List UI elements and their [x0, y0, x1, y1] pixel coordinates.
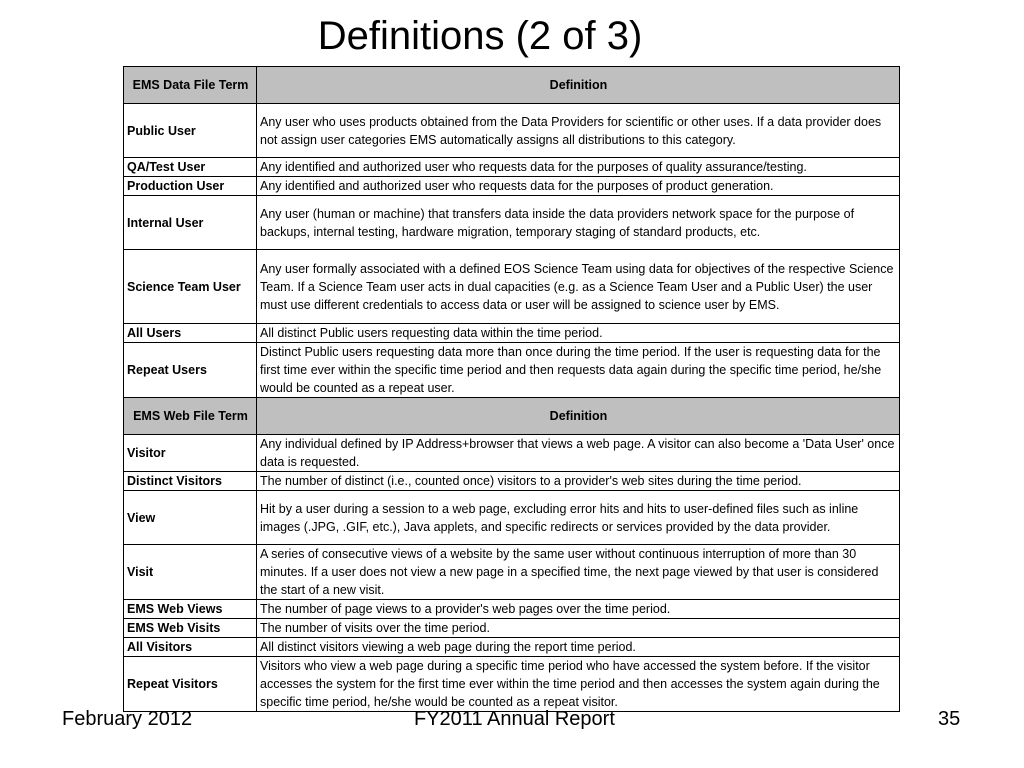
term-cell: Visitor [124, 435, 257, 472]
definitions-table [123, 66, 900, 712]
definition-cell: A series of consecutive views of a website by the same user without continuous interruption of more than 30 minutes. If a user does not view a new page in a specified time, the next page viewed by that user is considered the start of a new visit. [257, 545, 900, 600]
term-cell: QA/Test User [124, 158, 257, 177]
term-cell: Visit [124, 545, 257, 600]
definition-cell: Any identified and authorized user who requests data for the purposes of product generation. [257, 177, 900, 196]
definition-cell: All distinct visitors viewing a web page during the report time period. [257, 638, 900, 657]
table-row [124, 435, 900, 472]
table-row [124, 250, 900, 324]
header-definition: Definition [257, 398, 900, 435]
term-cell: Science Team User [124, 250, 257, 324]
table-row [124, 196, 900, 250]
definition-cell: The number of page views to a provider's web pages over the time period. [257, 600, 900, 619]
term-cell: Internal User [124, 196, 257, 250]
table-row [124, 600, 900, 619]
definition-cell: Any identified and authorized user who requests data for the purposes of quality assurance/testing. [257, 158, 900, 177]
table-row [124, 619, 900, 638]
definition-cell: All distinct Public users requesting data within the time period. [257, 324, 900, 343]
definition-cell: The number of visits over the time period. [257, 619, 900, 638]
term-cell: View [124, 491, 257, 545]
definition-cell: Any user formally associated with a defined EOS Science Team using data for objectives of the respective Science Team. If a Science Team user acts in dual capacities (e.g. as a Science Team User and a Public User) the user must use different credentials to access data or user will be assigned to science user by EMS. [257, 250, 900, 324]
table-row [124, 491, 900, 545]
slide-title: Definitions (2 of 3) [317, 14, 643, 58]
definition-cell: Distinct Public users requesting data more than once during the time period. If the user is requesting data for the first time ever within the specific time period and then requests data again during the specific time period, he/she would be counted as a repeat user. [257, 343, 900, 398]
definition-cell: Any individual defined by IP Address+browser that views a web page. A visitor can also become a 'Data User' once data is requested. [257, 435, 900, 472]
term-cell: EMS Web Visits [124, 619, 257, 638]
table-header-row [124, 398, 900, 435]
table-row [124, 177, 900, 196]
definition-cell: Visitors who view a web page during a specific time period who have accessed the system before. If the visitor accesses the system for the first time ever within the time period and then accesses the system again during the specific time period, he/she would be counted as a repeat visitor. [257, 657, 900, 712]
table-row [124, 158, 900, 177]
table-row [124, 104, 900, 158]
term-cell: All Visitors [124, 638, 257, 657]
term-cell: Public User [124, 104, 257, 158]
table-row [124, 545, 900, 600]
table-row [124, 343, 900, 398]
definition-cell: Any user who uses products obtained from the Data Providers for scientific or other uses. If a data provider does not assign user categories EMS automatically assigns all distributions to this category. [257, 104, 900, 158]
table-row [124, 657, 900, 712]
header-definition: Definition [257, 67, 900, 104]
table-row [124, 472, 900, 491]
term-cell: Production User [124, 177, 257, 196]
footer-date: February 2012 [62, 708, 193, 730]
term-cell: Repeat Users [124, 343, 257, 398]
table-row [124, 638, 900, 657]
footer-page-number: 35 [938, 708, 961, 730]
table-header-row [124, 67, 900, 104]
term-cell: All Users [124, 324, 257, 343]
definition-cell: Any user (human or machine) that transfers data inside the data providers network space for the purpose of backups, internal testing, hardware migration, temporary staging of standard products, etc. [257, 196, 900, 250]
term-cell: Repeat Visitors [124, 657, 257, 712]
term-cell: EMS Web Views [124, 600, 257, 619]
table-row [124, 324, 900, 343]
definition-cell: The number of distinct (i.e., counted once) visitors to a provider's web sites during the time period. [257, 472, 900, 491]
definition-cell: Hit by a user during a session to a web page, excluding error hits and hits to user-defined files such as inline images (.JPG, .GIF, etc.), Java applets, and specific redirects or services provided by the data provider. [257, 491, 900, 545]
footer-report-title: FY2011 Annual Report [414, 708, 615, 730]
term-cell: Distinct Visitors [124, 472, 257, 491]
header-term: EMS Data File Term [124, 67, 257, 104]
header-term: EMS Web File Term [124, 398, 257, 435]
